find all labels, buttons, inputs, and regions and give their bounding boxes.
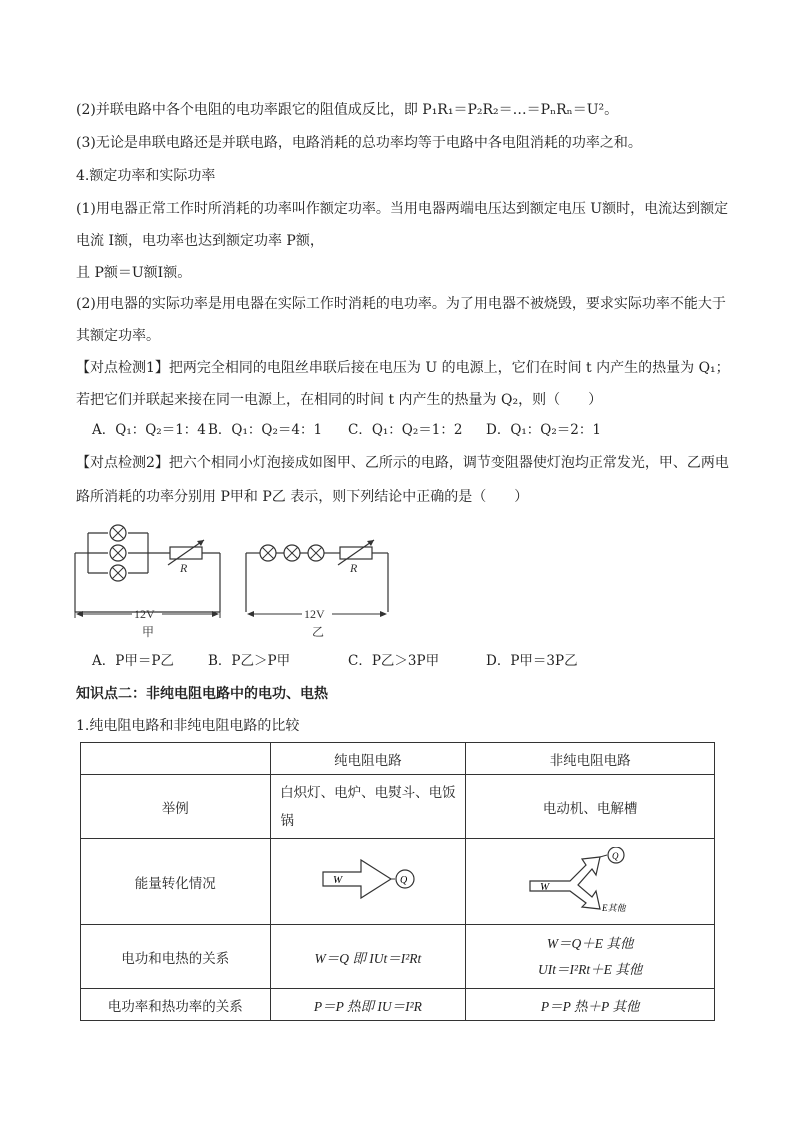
- table-cell: 电动机、电解槽: [466, 775, 715, 839]
- q1-option-a[interactable]: A．Q₁：Q₂＝1：4: [92, 422, 206, 438]
- voltage-label: 12V: [304, 607, 325, 621]
- q2-option-c[interactable]: C．P乙＞3P甲: [348, 653, 440, 669]
- energy-flow-pure: [313, 855, 423, 905]
- question-2-cont: 路所消耗的功率分别用 P甲和 P乙 表示，则下列结论中正确的是（ ）: [76, 489, 529, 505]
- table-cell: P＝P 热即 IU＝I²R: [270, 989, 466, 1021]
- energy-flow-nonpure: [520, 847, 660, 913]
- q2-option-a[interactable]: A．P甲＝P乙: [92, 653, 174, 669]
- resistor-label: R: [350, 561, 358, 575]
- question-1: 【对点检测1】把两完全相同的电阻丝串联后接在电压为 U 的电源上，它们在时间 t 内产生的热量为 Q₁；: [76, 360, 730, 376]
- row-label: 能量转化情况: [81, 839, 271, 925]
- subsection-title: 1.纯电阻电路和非纯电阻电路的比较: [76, 718, 300, 734]
- table-header: 非纯电阻电路: [466, 743, 715, 775]
- table-header: 纯电阻电路: [270, 743, 466, 775]
- q2-option-b[interactable]: B．P乙＞P甲: [208, 653, 291, 669]
- cell-line: W＝Q＋E 其他: [546, 935, 634, 951]
- circuit-caption: 乙: [312, 625, 325, 639]
- q1-option-b[interactable]: B．Q₁：Q₂＝4：1: [208, 422, 323, 438]
- question-1-cont: 若把它们并联起来接在同一电源上，在相同的时间 t 内产生的热量为 Q₂，则（ ）: [76, 392, 603, 408]
- text-line: (2)用电器的实际功率是用电器在实际工作时消耗的电功率。为了用电器不被烧毁，要求实际功率不能大于: [76, 296, 726, 312]
- text-line: (3)无论是串联电路还是并联电路，电路消耗的总功率均等于电路中各电阻消耗的功率之和。: [76, 135, 642, 151]
- text-line: (1)用电器正常工作时所消耗的功率叫作额定功率。当用电器两端电压达到额定电压 U额时，电流达到额定: [76, 201, 729, 217]
- voltage-label: 12V: [134, 607, 155, 621]
- text-line: 电流 I额，电功率也达到额定功率 P额，: [76, 233, 324, 249]
- resistor-label: R: [180, 561, 188, 575]
- table-cell: P＝P 热＋P 其他: [466, 989, 715, 1021]
- circuit-diagram: [70, 520, 400, 645]
- text-line: (2)并联电路中各个电阻的电功率跟它的阻值成反比，即 P₁R₁＝P₂R₂＝…＝PₙRₙ＝U²。: [76, 102, 619, 118]
- q-label: Q: [612, 850, 619, 861]
- table-cell: W＝Q 即 IUt＝I²Rt: [270, 925, 466, 989]
- q1-option-d[interactable]: D．Q₁：Q₂＝2：1: [486, 422, 601, 438]
- table-header: [81, 743, 271, 775]
- row-label: 举例: [81, 775, 271, 839]
- e-label: E其他: [602, 902, 626, 913]
- question-2: 【对点检测2】把六个相同小灯泡接成如图甲、乙所示的电路，调节变阻器使灯泡均正常发光，甲、乙两电: [76, 455, 729, 471]
- q-label: Q: [399, 874, 408, 886]
- text-line: 其额定功率。: [76, 328, 160, 344]
- row-label: 电功和电热的关系: [81, 925, 271, 989]
- row-label: 电功率和热功率的关系: [81, 989, 271, 1021]
- comparison-table: [80, 742, 715, 1021]
- w-label: W: [540, 880, 550, 893]
- text-line: 且 P额＝U额I额。: [76, 265, 192, 281]
- q2-option-d[interactable]: D．P甲＝3P乙: [486, 653, 578, 669]
- section-title: 知识点二：非纯电阻电路中的电功、电热: [76, 686, 328, 702]
- circuit-caption: 甲: [142, 625, 155, 639]
- q1-option-c[interactable]: C．Q₁：Q₂＝1：2: [348, 422, 463, 438]
- table-cell: [270, 775, 466, 839]
- cell-line: UIt＝I²Rt＋E 其他: [538, 961, 643, 977]
- table-cell: [466, 839, 715, 925]
- w-label: W: [332, 873, 343, 886]
- table-cell: [270, 839, 466, 925]
- cell-line: 锅: [280, 812, 294, 829]
- table-cell: [466, 925, 715, 989]
- cell-line: 白炽灯、电炉、电熨斗、电饭: [280, 784, 456, 801]
- text-line: 4.额定功率和实际功率: [76, 168, 216, 184]
